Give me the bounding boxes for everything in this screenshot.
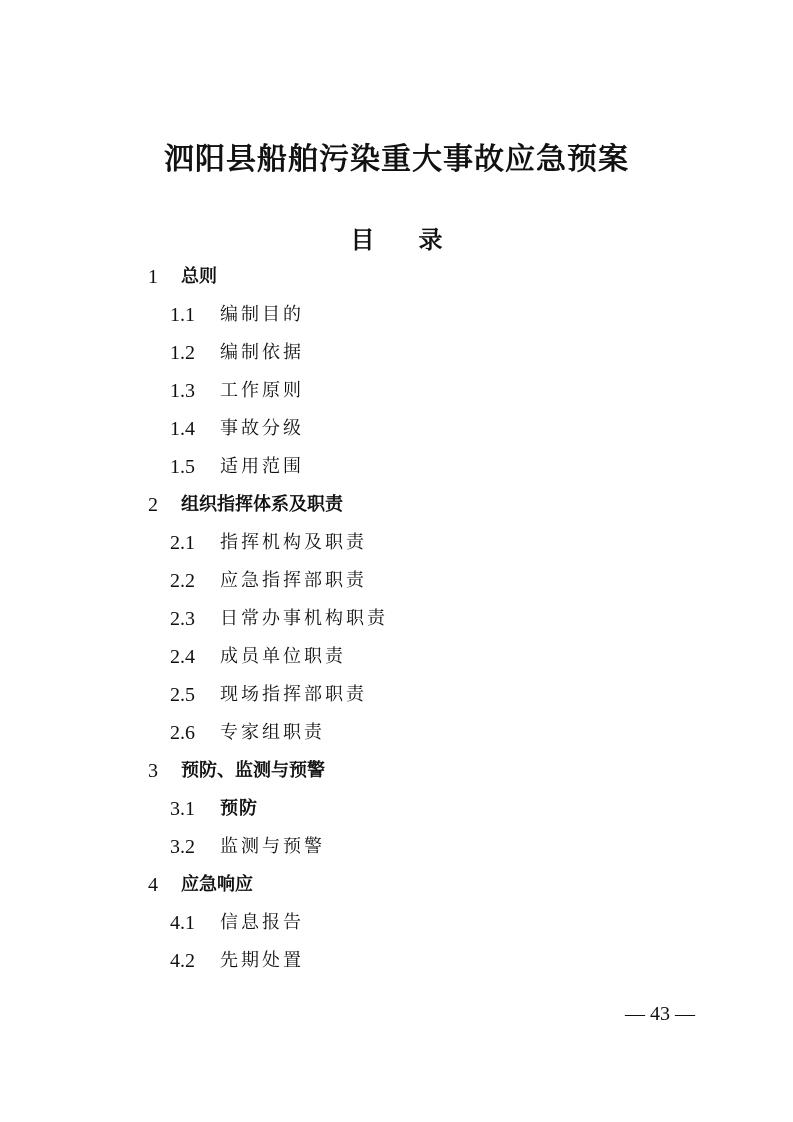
toc-entry-label: 日常办事机构职责: [220, 608, 388, 629]
toc-entry-label: 编制目的: [220, 304, 304, 325]
toc-subsection[interactable]: [0, 828, 793, 866]
toc-subsection[interactable]: [0, 638, 793, 676]
toc-subsection[interactable]: [0, 714, 793, 752]
toc-subsection[interactable]: [0, 904, 793, 942]
toc-entry-label: 组织指挥体系及职责: [181, 494, 343, 515]
toc-subsection[interactable]: [0, 562, 793, 600]
toc-entry-label: 现场指挥部职责: [220, 684, 367, 705]
toc-entry-number: 1.4: [170, 418, 195, 440]
toc-entry-label: 应急响应: [181, 874, 253, 895]
toc-section[interactable]: [0, 258, 793, 296]
toc-entry-number: 1: [148, 266, 158, 288]
toc-section[interactable]: [0, 752, 793, 790]
toc-heading: [0, 223, 793, 257]
toc-entry-number: 2.3: [170, 608, 195, 630]
toc-entry-label: 信息报告: [220, 912, 304, 933]
toc-subsection[interactable]: [0, 296, 793, 334]
toc-section[interactable]: [0, 486, 793, 524]
page-number: — 43 —: [625, 1003, 695, 1025]
toc-entry-number: 2.1: [170, 532, 195, 554]
toc-entry-number: 1.5: [170, 456, 195, 478]
toc-entry-label: 适用范围: [220, 456, 304, 477]
toc-entry-number: 2: [148, 494, 158, 516]
toc-entry-label: 编制依据: [220, 342, 304, 363]
toc-entry-label: 预防、监测与预警: [181, 760, 325, 781]
toc-subsection[interactable]: [0, 334, 793, 372]
toc-entry-number: 1.2: [170, 342, 195, 364]
toc-entry-label: 应急指挥部职责: [220, 570, 367, 591]
toc-entry-number: 2.6: [170, 722, 195, 744]
toc-entry-number: 2.5: [170, 684, 195, 706]
toc-entry-number: 4.2: [170, 950, 195, 972]
toc-section[interactable]: [0, 866, 793, 904]
toc-entry-number: 3.1: [170, 798, 195, 820]
document-title: 泗阳县船舶污染重大事故应急预案: [164, 142, 629, 177]
toc-entry-label: 工作原则: [220, 380, 304, 401]
toc-subsection[interactable]: [0, 676, 793, 714]
toc-entry-number: 4.1: [170, 912, 195, 934]
toc-entry-label: 先期处置: [220, 950, 304, 971]
toc-entry-label: 预防: [220, 798, 258, 819]
toc-subsection[interactable]: [0, 410, 793, 448]
toc-entry-label: 总则: [181, 266, 217, 287]
table-of-contents: [0, 258, 793, 980]
toc-heading-char-1: 目: [350, 226, 375, 254]
toc-subsection[interactable]: [0, 942, 793, 980]
toc-entry-number: 4: [148, 874, 158, 896]
toc-subsection[interactable]: [0, 790, 793, 828]
toc-entry-number: 3: [148, 760, 158, 782]
toc-subsection[interactable]: [0, 448, 793, 486]
toc-entry-label: 成员单位职责: [220, 646, 346, 667]
toc-entry-label: 监测与预警: [220, 836, 325, 857]
toc-heading-char-2: 录: [418, 226, 443, 254]
toc-entry-number: 2.4: [170, 646, 195, 668]
toc-entry-number: 1.3: [170, 380, 195, 402]
toc-entry-number: 3.2: [170, 836, 195, 858]
toc-entry-label: 指挥机构及职责: [220, 532, 367, 553]
toc-entry-label: 专家组职责: [220, 722, 325, 743]
toc-entry-number: 1.1: [170, 304, 195, 326]
toc-subsection[interactable]: [0, 372, 793, 410]
toc-subsection[interactable]: [0, 524, 793, 562]
toc-subsection[interactable]: [0, 600, 793, 638]
toc-entry-number: 2.2: [170, 570, 195, 592]
toc-entry-label: 事故分级: [220, 418, 304, 439]
